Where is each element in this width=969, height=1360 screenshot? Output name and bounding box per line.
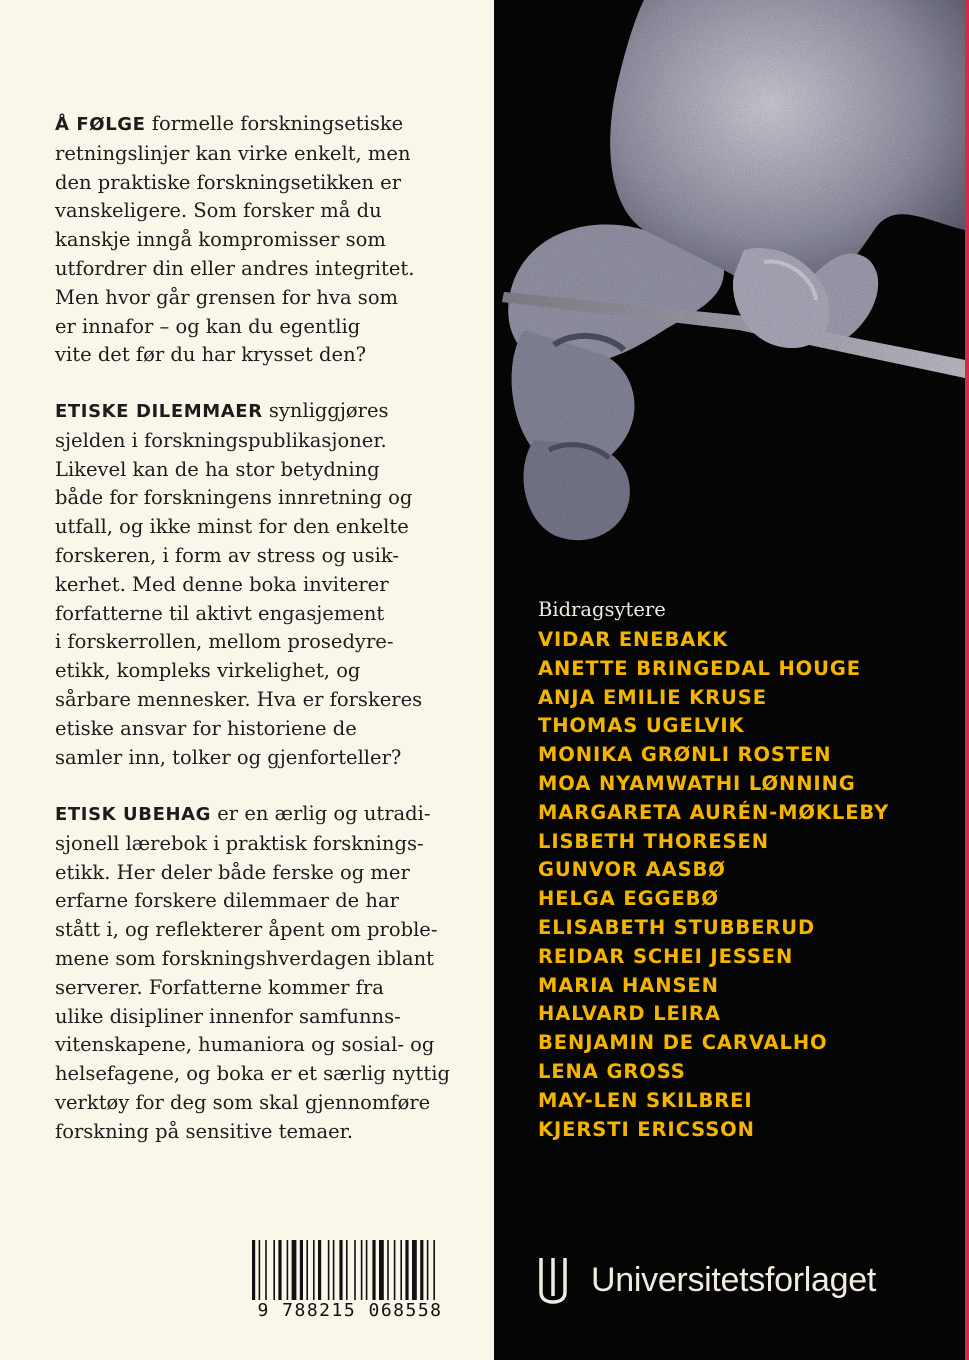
barcode-bar (420, 1240, 423, 1300)
paragraph-dilemmas: ETISKE DILEMMAER synliggjøres sjelden i forskningspublikasjoner. Likevel kan de ha stor betydning både for forskningens innretning og utfall, og ikke minst for den enkelte forskeren, i form av stress og usik- kerhet. Med denne boka inviterer forfatterne til aktivt engasjement i forskerrollen, mellom prosedyre- etikk, kompleks virkelighet, og sårbare mennesker. Hva er forskeres etiske ansvar for historiene de samler inn, tolker og gjenforteller? (55, 399, 423, 769)
barcode-bar (366, 1240, 368, 1300)
contributor-name: VIDAR ENEBAKK (538, 628, 729, 651)
contributor-name: ANETTE BRINGEDAL HOUGE (538, 656, 862, 680)
contributors-heading: Bidragsytere (538, 598, 666, 621)
barcode-bar (433, 1240, 435, 1306)
contributor-name: REIDAR SCHEI JESSEN (538, 944, 794, 968)
barcode-bar (339, 1240, 342, 1300)
barcode-bar (405, 1240, 408, 1300)
barcode-bar (346, 1240, 348, 1306)
contributor-name: ANJA EMILIE KRUSE (538, 685, 767, 709)
contributor-name: MONIKA GRØNLI ROSTEN (538, 743, 832, 767)
paragraph-lead: Å FØLGE (55, 114, 146, 135)
barcode-bar (427, 1240, 429, 1306)
barcode-bar (328, 1240, 330, 1300)
spine-edge-stripe (965, 0, 969, 1360)
paragraph-book-summary: ETISK UBEHAG er en ærlig og utradi- sjonell lærebok i praktisk forsknings- etikk. Her deler både ferske og mer erfarne forskere dilemmaer de har stått i, og reflekterer åpent om proble- mene som forskningshverdagen iblant serverer. Forfatterne kommer fra ulike disipliner innenfor samfunns- vitenskapene, humaniora og sosial- og helsefagene, og boka er et særlig nyttig verktøy for deg som skal gjennomføre forskning på sensitive temaer. (55, 802, 450, 1143)
barcode-bar (313, 1240, 315, 1300)
hand-holding-scalpel-illustration (494, 0, 965, 600)
barcode-bar (273, 1240, 275, 1300)
paragraph-lead: ETISKE DILEMMAER (55, 401, 263, 422)
paragraph-intro: Å FØLGE formelle forskningsetiske retningslinjer kan virke enkelt, men den praktiske forskningsetikken er vanskeligere. Som forsker må du kanskje inngå kompromisser som utfordrer din eller andres integritet. Men hvor går grensen for hva som er innafor – og kan du egentlig vite det før du har krysset den? (55, 112, 415, 367)
contributor-name: ELISABETH STUBBERUD (538, 915, 816, 939)
barcode-bar (412, 1240, 417, 1300)
barcode-bar (333, 1240, 335, 1300)
barcode-bar (292, 1240, 297, 1300)
barcode-bar (354, 1240, 356, 1300)
barcode-bar (306, 1240, 308, 1300)
contributor-name: KJERSTI ERICSSON (538, 1117, 755, 1141)
universitetsforlaget-u-logo-icon (537, 1256, 569, 1304)
contributor-name: MARIA HANSEN (538, 973, 719, 997)
contributor-name: LISBETH THORESEN (538, 829, 769, 853)
barcode-bar (278, 1240, 281, 1300)
barcode-bar (387, 1240, 389, 1300)
isbn-number: 9 788215 068558 (250, 1300, 450, 1321)
contributor-name: HALVARD LEIRA (538, 1002, 721, 1026)
barcode-bar (300, 1240, 303, 1300)
contributor-name: LENA GROSS (538, 1059, 686, 1083)
contributor-name: MAY-LEN SKILBREI (538, 1088, 753, 1112)
barcode-bar (372, 1240, 375, 1300)
barcode-bar (287, 1240, 289, 1300)
barcode-bars (250, 1240, 450, 1306)
paragraph-lead: ETISK UBEHAG (55, 804, 212, 825)
barcode-bar (394, 1240, 396, 1300)
contributor-name: THOMAS UGELVIK (538, 714, 745, 738)
barcode-bar (252, 1240, 255, 1306)
contributor-name: HELGA EGGEBØ (538, 887, 719, 911)
publisher-name: Universitetsforlaget (591, 1260, 877, 1299)
barcode-bar (318, 1240, 321, 1300)
contributors-list (538, 626, 889, 1144)
contributor-name: BENJAMIN DE CARVALHO (538, 1031, 828, 1055)
publisher-branding (537, 1255, 876, 1305)
barcode-bar (265, 1240, 267, 1300)
barcode-bar (259, 1240, 261, 1306)
contributor-name: MOA NYAMWATHI LØNNING (538, 771, 856, 795)
contributor-name: MARGARETA AURÉN-MØKLEBY (538, 800, 890, 824)
barcode-bar (379, 1240, 384, 1300)
barcode-bar (400, 1240, 402, 1300)
barcode-bar (361, 1240, 363, 1300)
contributor-name: GUNVOR AASBØ (538, 858, 726, 882)
